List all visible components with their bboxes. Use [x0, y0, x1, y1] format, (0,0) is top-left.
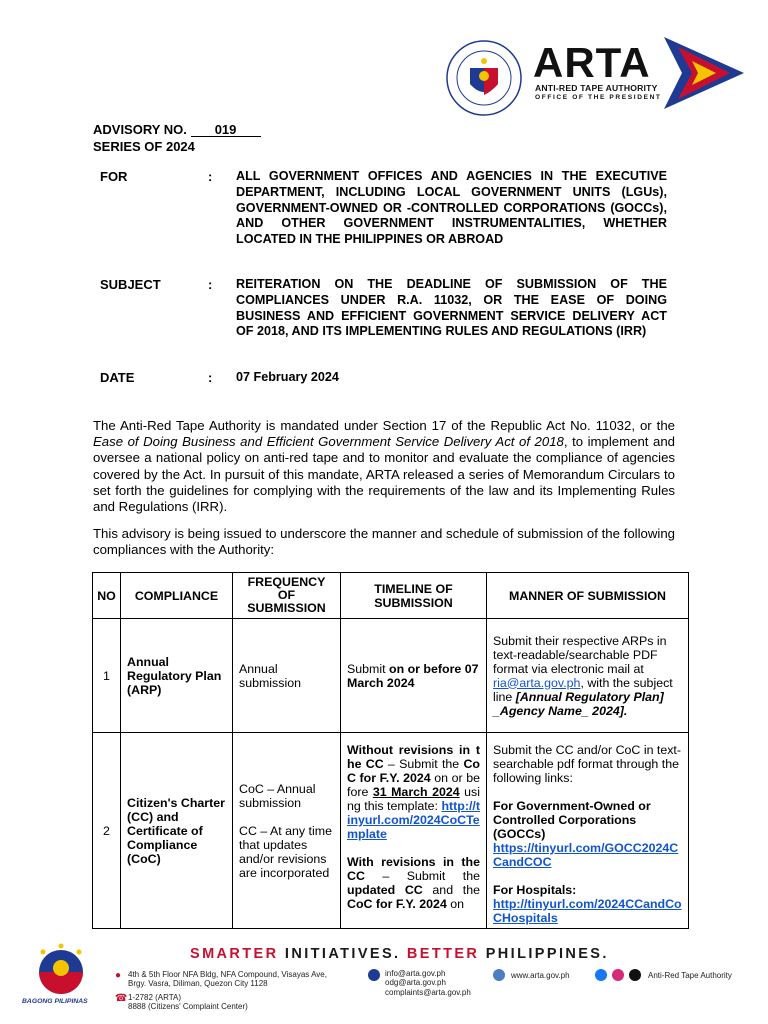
row2-compliance: Citizen's Charter (CC) and Certificate of Compliance (CoC)	[121, 733, 233, 929]
hospitals-label: For Hospitals:	[493, 883, 577, 897]
arta-arrow-logo	[664, 37, 744, 109]
row2-freq-cc: CC – At any time that updates and/or revisions are incorporated	[239, 823, 332, 880]
col-header-compliance: COMPLIANCE	[121, 573, 233, 619]
col-header-frequency: FREQUENCY OF SUBMISSION	[233, 573, 341, 619]
row2-freq-coc: CoC – Annual submission	[239, 781, 316, 810]
footer-tagline: SMARTER INITIATIVES. BETTER PHILIPPINES.	[190, 946, 609, 962]
globe-icon	[493, 969, 505, 981]
location-pin-icon: ●	[115, 970, 122, 981]
arta-fullname: ANTI-RED TAPE AUTHORITY	[535, 83, 658, 93]
advisory-label: ADVISORY NO.	[93, 122, 187, 137]
email-icon	[368, 969, 380, 981]
row2-timeline: Without revisions in the CC – Submit the CoC for F.Y. 2024 on or before 31 March 2024 using this template: http://tinyurl.com/2024CoCTemplate With revisions in the CC – Submit the updated CC and the CoC for F.Y. 2024 on	[341, 733, 487, 929]
subject-label: SUBJECT	[100, 277, 161, 292]
advisory-number-line	[93, 122, 261, 137]
for-colon: :	[208, 169, 213, 184]
bagong-pilipinas-label: BAGONG PILIPINAS	[22, 998, 88, 1005]
row2-frequency	[233, 733, 341, 929]
row1-manner: Submit their respective ARPs in text-readable/searchable PDF format via electronic mail at ria@arta.gov.ph, with the subject line [Annual Regulatory Plan] _Agency Name_ 2024].	[487, 619, 689, 733]
gocc-label: For Government-Owned or Controlled Corporations (GOCCs)	[493, 799, 651, 841]
row2-no: 2	[93, 733, 121, 929]
coc-template-link[interactable]: http://tinyurl.com/2024CoCTemplate	[347, 799, 480, 841]
col-header-no: NO	[93, 573, 121, 619]
arta-wordmark: ARTA	[533, 39, 651, 86]
table-row	[93, 619, 689, 733]
footer-phones: 1-2782 (ARTA) 8888 (Citizens' Complaint Center)	[128, 993, 248, 1012]
advisory-number: 019	[191, 123, 261, 137]
row2-manner-intro: Submit the CC and/or CoC in text-searchable pdf format through the following links:	[493, 743, 682, 785]
facebook-icon[interactable]	[595, 969, 607, 981]
date-colon: :	[208, 370, 213, 385]
col-header-manner: MANNER OF SUBMISSION	[487, 573, 689, 619]
advisory-series: SERIES OF 2024	[93, 139, 195, 154]
table-row	[93, 733, 689, 929]
ria-email-link[interactable]: ria@arta.gov.ph	[493, 675, 581, 690]
body-paragraph-1: The Anti-Red Tape Authority is mandated under Section 17 of the Republic Act No. 11032, or the Ease of Doing Business and Efficient Government Service Delivery Act of 2018, to implement and oversee a national policy on anti-red tape and to monitor and evaluate the compliance of agencies covered by the Act. In pursuit of this mandate, ARTA released a series of Memorandum Circulars to set forth the guidelines for complying with the requirements of the law and its Implementing Rules and Regulations (IRR).	[93, 418, 675, 515]
subject-colon: :	[208, 277, 213, 292]
for-label: FOR	[100, 169, 128, 184]
table-header-row	[93, 573, 689, 619]
date-label: DATE	[100, 370, 135, 385]
col-header-timeline: TIMELINE OF SUBMISSION	[341, 573, 487, 619]
row1-compliance: Annual Regulatory Plan (ARP)	[121, 619, 233, 733]
row1-timeline: Submit on or before 07 March 2024	[341, 619, 487, 733]
bagong-pilipinas-logo	[28, 942, 94, 998]
footer-website[interactable]: www.arta.gov.ph	[511, 971, 570, 980]
body-paragraph-2: This advisory is being issued to underscore the manner and schedule of submission of the following compliances with the Authority:	[93, 526, 675, 558]
phone-icon: ☎	[115, 993, 128, 1004]
for-value: ALL GOVERNMENT OFFICES AND AGENCIES IN THE EXECUTIVE DEPARTMENT, INCLUDING LOCAL GOVERNMENT UNITS (LGUs), GOVERNMENT-OWNED OR -CONTROLLED CORPORATIONS (GOCCs), AND OTHER GOVERNMENT INSTRUMENTALITIES, WHETHER LOCATED IN THE PHILIPPINES OR ABROAD	[236, 169, 667, 247]
footer-address: 4th & 5th Floor NFA Bldg, NFA Compound, Visayas Ave, Brgy. Vasra, Diliman, Quezon City 1128	[128, 970, 327, 989]
compliance-table	[92, 572, 689, 929]
date-value: 07 February 2024	[236, 370, 339, 384]
footer-emails: info@arta.gov.ph odg@arta.gov.ph complaints@arta.gov.ph	[385, 969, 471, 997]
row2-manner	[487, 733, 689, 929]
gocc-link[interactable]: https://tinyurl.com/GOCC2024CCandCOC	[493, 841, 679, 869]
office-of-the-president-seal	[446, 40, 522, 116]
subject-value: REITERATION ON THE DEADLINE OF SUBMISSION OF THE COMPLIANCES UNDER R.A. 11032, OR THE EASE OF DOING BUSINESS AND EFFICIENT GOVERNMENT SERVICE DELIVERY ACT OF 2018, AND ITS IMPLEMENTING RULES AND REGULATIONS (IRR)	[236, 277, 667, 339]
footer-social-handle: Anti-Red Tape Authority	[648, 971, 732, 980]
hospitals-link[interactable]: http://tinyurl.com/2024CCandCoCHospitals	[493, 897, 682, 925]
instagram-icon[interactable]	[612, 969, 624, 981]
row1-no: 1	[93, 619, 121, 733]
x-twitter-icon[interactable]	[629, 969, 641, 981]
row1-frequency: Annual submission	[233, 619, 341, 733]
arta-office: OFFICE OF THE PRESIDENT	[535, 94, 662, 101]
